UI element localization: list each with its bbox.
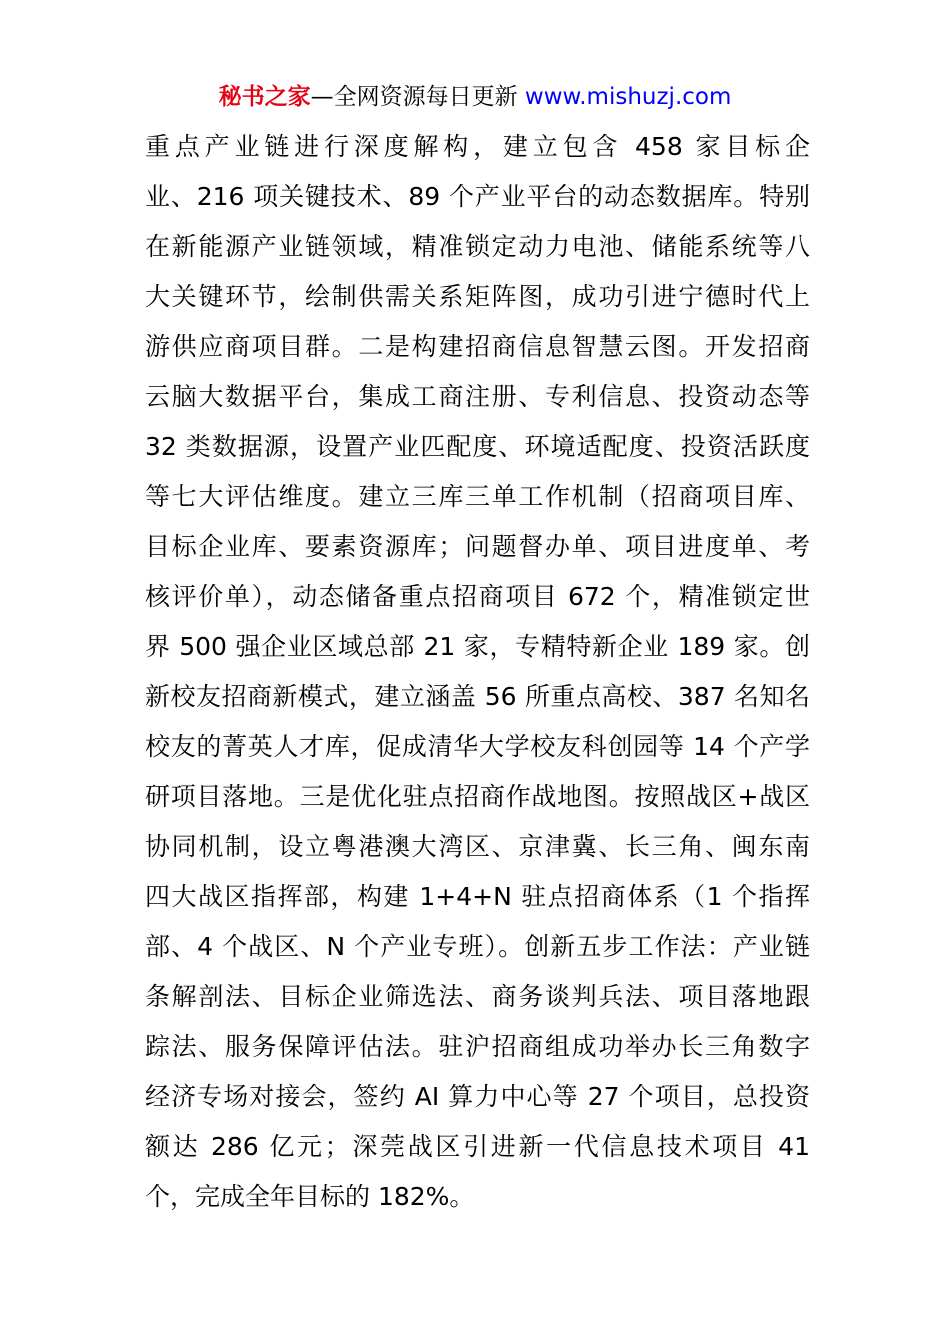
- body-line: 游供应商项目群。二是构建招商信息智慧云图。开发招商: [145, 332, 810, 361]
- body-line: 目标企业库、要素资源库；问题督办单、项目进度单、考: [145, 532, 810, 561]
- body-line: 大关键环节，绘制供需关系矩阵图，成功引进宁德时代上: [145, 282, 810, 311]
- site-slogan: —全网资源每日更新: [310, 84, 525, 110]
- body-line: 32 类数据源，设置产业匹配度、环境适配度、投资活跃度: [145, 432, 810, 461]
- body-line: 等七大评估维度。建立三库三单工作机制（招商项目库、: [145, 482, 810, 511]
- body-line: 研项目落地。三是优化驻点招商作战地图。按照战区+战区: [145, 782, 810, 811]
- body-line: 核评价单），动态储备重点招商项目 672 个，精准锁定世: [145, 582, 810, 611]
- body-line: 条解剖法、目标企业筛选法、商务谈判兵法、项目落地跟: [145, 982, 810, 1011]
- body-line: 协同机制，设立粤港澳大湾区、京津冀、长三角、闽东南: [145, 832, 810, 861]
- body-line: 部、4 个战区、N 个产业专班）。创新五步工作法：产业链: [145, 932, 810, 961]
- body-line-last: 个，完成全年目标的 182%。: [145, 1182, 475, 1211]
- body-line: 云脑大数据平台，集成工商注册、专利信息、投资动态等: [145, 382, 810, 411]
- body-line: 业、216 项关键技术、89 个产业平台的动态数据库。特别: [145, 182, 810, 211]
- site-brand: 秘书之家: [218, 84, 311, 110]
- body-line: 额达 286 亿元；深莞战区引进新一代信息技术项目 41: [145, 1132, 810, 1161]
- site-header: [0, 82, 950, 112]
- body-line: 经济专场对接会，签约 AI 算力中心等 27 个项目，总投资: [145, 1082, 810, 1111]
- body-line: 四大战区指挥部，构建 1+4+N 驻点招商体系（1 个指挥: [145, 882, 810, 911]
- site-url-link[interactable]: www.mishuzj.com: [524, 84, 732, 110]
- body-line: 重点产业链进行深度解构，建立包含 458 家目标企: [145, 132, 810, 161]
- document-body: [145, 122, 810, 1222]
- body-line: 在新能源产业链领域，精准锁定动力电池、储能系统等八: [145, 232, 810, 261]
- body-line: 新校友招商新模式，建立涵盖 56 所重点高校、387 名知名: [145, 682, 810, 711]
- body-line: 校友的菁英人才库，促成清华大学校友科创园等 14 个产学: [145, 732, 810, 761]
- body-line: 踪法、服务保障评估法。驻沪招商组成功举办长三角数字: [145, 1032, 810, 1061]
- body-line: 界 500 强企业区域总部 21 家，专精特新企业 189 家。创: [145, 632, 810, 661]
